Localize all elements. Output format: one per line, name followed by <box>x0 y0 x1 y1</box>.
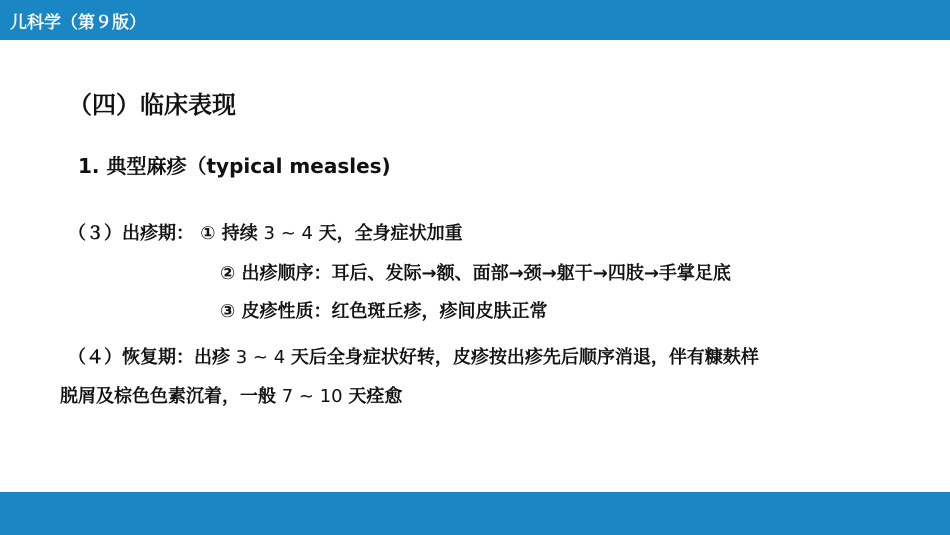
stage3-item1-suffix: 天，全身症状加重 <box>318 223 463 244</box>
stage3-item3: ③ 皮疹性质：红色斑丘疹，疹间皮肤正常 <box>220 301 548 322</box>
stage4-part2-range: 7 ~ 10 <box>276 386 349 407</box>
stage3-label: （３）出疹期： <box>68 223 194 244</box>
stage3-item1-range: 3 ~ 4 <box>257 223 319 244</box>
slide-heading: （四）临床表现 <box>68 91 236 119</box>
stage4-line1 <box>68 343 759 369</box>
stage3-item1-prefix: ① 持续 <box>200 223 258 244</box>
stage4-part2-prefix: 脱屑及棕色色素沉着，一般 <box>60 386 276 407</box>
stage4-line2 <box>60 382 402 408</box>
header-bar <box>0 0 950 40</box>
slide-subheading: 1. 典型麻疹（typical measles) <box>78 154 391 178</box>
header-title: 儿科学（第９版） <box>10 13 146 33</box>
stage4-part2-suffix: 天痊愈 <box>348 386 403 407</box>
stage4-part1-suffix: 天后全身症状好转，皮疹按出疹先后顺序消退，伴有糠麸样 <box>290 347 759 368</box>
footer-bar <box>0 492 950 535</box>
stage3-item2: ② 出疹顺序：耳后、发际→额、面部→颈→躯干→四肢→手掌足底 <box>220 263 731 284</box>
stage4-part1-prefix: （４）恢复期：出疹 <box>68 347 230 368</box>
stage4-part1-range: 3 ~ 4 <box>230 347 291 368</box>
stage3-line <box>68 219 463 245</box>
